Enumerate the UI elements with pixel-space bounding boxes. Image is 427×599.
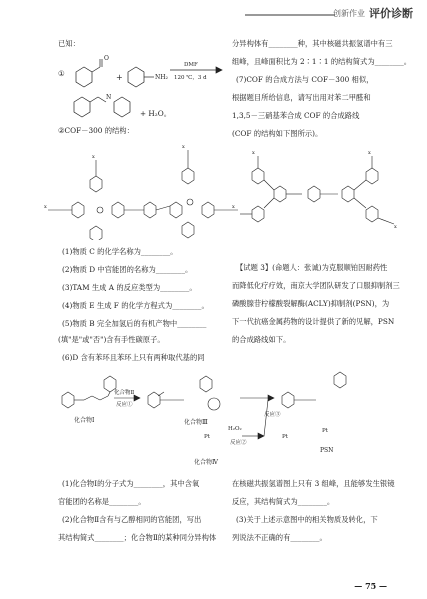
- known-label: 已知：: [58, 39, 80, 48]
- right-line-2: 组峰，且峰面积比为 2∶1∶1 的结构简式为________。: [232, 57, 412, 66]
- pt-3: Pt: [322, 428, 328, 434]
- problem-3-line-3: 磷酸腺苷柠檬酸裂解酶(ACLY)抑制剂(PSN)，为: [232, 299, 390, 308]
- bl-line-1: (1)化合物Ⅰ的分子式为________，其中含氧: [62, 479, 200, 488]
- bl-line-2: 官能团的名称是________。: [58, 497, 146, 506]
- br-line-2: 反应，其结构简式为________。: [232, 497, 335, 506]
- pt-1: Pt: [204, 434, 210, 440]
- bl-line-4: 其结构简式________；化合物Ⅱ的某种同分异构体: [58, 533, 217, 542]
- eq-num: ①: [58, 69, 65, 78]
- reaction-1: 反应①: [116, 402, 133, 408]
- reagent-bottom: 120 ℃，3 d: [174, 75, 207, 81]
- header-rule: [245, 14, 335, 16]
- svg-text:O: O: [104, 55, 109, 62]
- psn-synthesis-scheme: [54, 366, 384, 471]
- right-line-5: 1,3,5－三硝基苯合成 COF 的合成路线: [232, 111, 360, 120]
- pt-2: Pt: [282, 434, 288, 440]
- water-text: + H₂O。: [140, 109, 172, 118]
- svg-text:x: x: [92, 154, 95, 160]
- cof300-structure: [42, 140, 242, 240]
- question-1: (1)物质 C 的化学名称为________。: [62, 247, 178, 256]
- right-line-1: 分异构体有________种，其中核磁共振氢谱中有三: [232, 39, 393, 48]
- svg-text:NH₂: NH₂: [155, 74, 168, 81]
- right-line-4: 根据题目所给信息，请写出用对苯二甲醛和: [232, 93, 371, 102]
- svg-text:x: x: [232, 204, 235, 210]
- compound-2: 化合物Ⅱ: [114, 390, 135, 396]
- compound-4: 化合物Ⅳ: [194, 459, 218, 466]
- question-5b: (填"是"或"否")含有手性碳原子。: [58, 335, 165, 344]
- reagent-top: DMF: [184, 62, 198, 68]
- psn-label: PSN: [320, 447, 334, 454]
- svg-text:x: x: [252, 150, 255, 156]
- problem-3-line-5: 的合成路线如下。: [232, 335, 291, 344]
- cof-tpa-ta-structure: [238, 142, 408, 242]
- problem-3-line-4: 下一代抗癌金属药物的设计提供了新的见解，PSN: [232, 317, 395, 326]
- question-5a: (5)物质 B 完全加氢后的有机产物中________: [62, 319, 207, 328]
- svg-text:x: x: [394, 224, 397, 230]
- reaction-2: 反应②: [230, 440, 247, 446]
- compound-1: 化合物Ⅰ: [74, 417, 95, 424]
- reaction-3: 反应③: [264, 412, 281, 418]
- page-number: — 75 —: [354, 581, 387, 591]
- svg-text:x: x: [44, 204, 47, 210]
- cof-label: ②COF－300 的结构：: [58, 126, 134, 135]
- h2o2-reagent: H₂O₂: [228, 426, 242, 432]
- right-line-6: (COF 的结构如下图所示)。: [232, 129, 323, 138]
- question-4: (4)物质 E 生成 F 的化学方程式为________。: [62, 301, 209, 310]
- svg-text:N: N: [106, 94, 112, 101]
- compound-3: 化合物Ⅲ: [184, 419, 208, 426]
- header-left: 创新作业: [333, 9, 365, 18]
- br-line-4: 列说法不正确的有________。: [232, 533, 327, 542]
- right-line-3: (7)COF 的合成方法与 COF－300 相似，: [236, 75, 374, 84]
- question-6: (6)D 含有苯环且苯环上只有两种取代基的同: [62, 353, 205, 362]
- problem-3-line-2: 而降低化疗疗效，南京大学团队研发了口服抑制剂三: [232, 281, 400, 290]
- problem-3-line-1: 【试题 3】(命题人：张诚)为克服顺铂因耐药性: [236, 263, 388, 272]
- svg-text:x: x: [182, 144, 185, 150]
- svg-text:+: +: [116, 73, 123, 82]
- svg-text:x: x: [368, 150, 371, 156]
- br-line-1: 在核磁共振氢谱图上只有 3 组峰，且能够发生银镜: [232, 479, 395, 488]
- header-right: 评价诊断: [369, 7, 413, 20]
- br-line-3: (3)关于上述示意图中的相关物质及转化，下: [236, 515, 378, 524]
- question-2: (2)物质 D 中官能团的名称为________。: [62, 265, 193, 274]
- bl-line-3: (2)化合物Ⅱ含有与乙醇相同的官能团，写出: [62, 515, 202, 524]
- question-3: (3)TAM 生成 A 的反应类型为________。: [62, 283, 197, 292]
